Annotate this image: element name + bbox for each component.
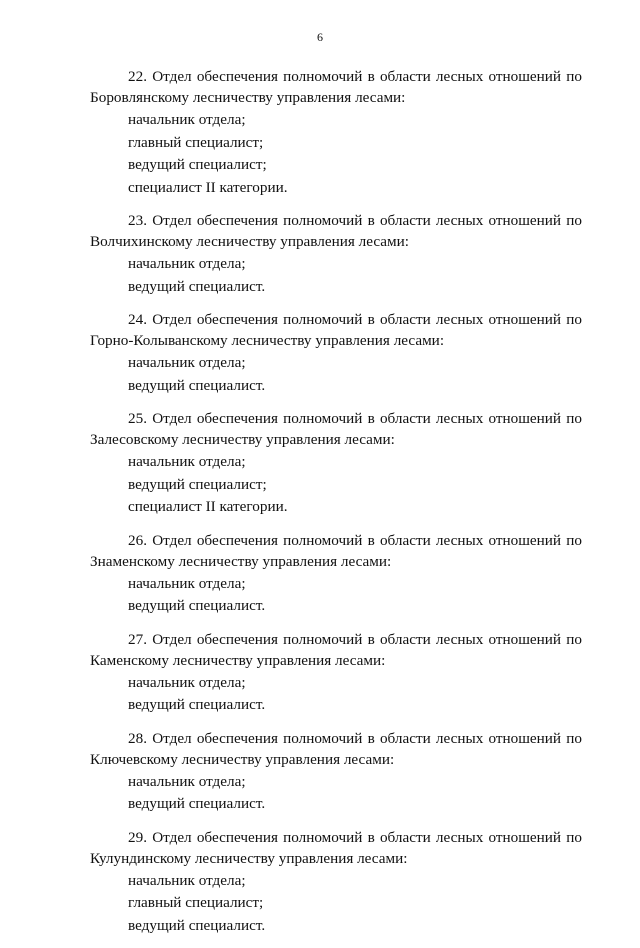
department-heading bbox=[90, 210, 582, 252]
department-heading-line2: Кулундинскому лесничеству управления лесами: bbox=[90, 849, 408, 867]
department-heading-line2: Каменскому лесничеству управления лесами: bbox=[90, 651, 386, 669]
position-item: ведущий специалист; bbox=[128, 475, 267, 493]
position-item: начальник отдела; bbox=[128, 772, 246, 790]
position-item: специалист II категории. bbox=[128, 498, 288, 515]
department-heading-line1: 26. Отдел обеспечения полномочий в области лесных отношений по bbox=[128, 531, 582, 549]
department-section bbox=[90, 309, 582, 396]
position-item: главный специалист; bbox=[128, 133, 264, 151]
department-heading-line1: 25. Отдел обеспечения полномочий в области лесных отношений по bbox=[128, 410, 582, 427]
department-heading bbox=[90, 827, 582, 869]
position-item: ведущий специалист. bbox=[128, 376, 266, 394]
department-heading-line1: 22. Отдел обеспечения полномочий в области лесных отношений по bbox=[128, 68, 582, 85]
position-item: ведущий специалист. bbox=[128, 277, 266, 295]
position-item: начальник отдела; bbox=[128, 871, 246, 889]
position-item: начальник отдела; bbox=[128, 574, 246, 592]
position-item: ведущий специалист. bbox=[128, 795, 266, 812]
document-body bbox=[90, 66, 582, 948]
department-section bbox=[90, 629, 582, 716]
department-heading-line1: 29. Отдел обеспечения полномочий в области лесных отношений по bbox=[128, 828, 582, 846]
position-item: начальник отдела; bbox=[128, 354, 246, 371]
department-heading bbox=[90, 629, 582, 671]
department-heading-line2: Горно-Колыванскому лесничеству управления лесами: bbox=[90, 332, 445, 349]
department-heading-line2: Волчихинскому лесничеству управления лесами: bbox=[90, 233, 409, 250]
position-item: начальник отдела; bbox=[128, 255, 246, 272]
department-heading bbox=[90, 309, 582, 351]
department-heading-line2: Ключевскому лесничеству управления лесами: bbox=[90, 750, 395, 768]
department-section bbox=[90, 827, 582, 937]
position-item: ведущий специалист. bbox=[128, 597, 266, 614]
department-heading-line1: 27. Отдел обеспечения полномочий в области лесных отношений по bbox=[128, 630, 582, 648]
department-heading bbox=[90, 728, 582, 770]
department-heading-line1: 23. Отдел обеспечения полномочий в области лесных отношений по bbox=[128, 212, 582, 229]
department-section bbox=[90, 728, 582, 815]
position-item: начальник отдела; bbox=[128, 111, 246, 128]
position-item: начальник отдела; bbox=[128, 453, 246, 470]
position-item: специалист II категории. bbox=[128, 178, 288, 196]
department-heading bbox=[90, 66, 582, 108]
department-heading-line2: Знаменскому лесничеству управления лесами: bbox=[90, 552, 392, 570]
department-heading bbox=[90, 530, 582, 572]
department-section bbox=[90, 210, 582, 297]
department-heading-line1: 28. Отдел обеспечения полномочий в области лесных отношений по bbox=[128, 729, 582, 747]
department-heading bbox=[90, 408, 582, 450]
department-heading-line1: 24. Отдел обеспечения полномочий в области лесных отношений по bbox=[128, 311, 582, 328]
page-number: 6 bbox=[317, 30, 323, 44]
department-section bbox=[90, 66, 582, 198]
position-item: ведущий специалист; bbox=[128, 156, 267, 173]
department-section bbox=[90, 530, 582, 617]
department-heading-line2: Боровлянскому лесничеству управления лесами: bbox=[90, 89, 406, 106]
position-item: ведущий специалист. bbox=[128, 696, 266, 713]
position-item: главный специалист; bbox=[128, 894, 264, 911]
department-section bbox=[90, 408, 582, 518]
position-item: начальник отдела; bbox=[128, 673, 246, 691]
position-item: ведущий специалист. bbox=[128, 916, 266, 934]
department-heading-line2: Залесовскому лесничеству управления лесами: bbox=[90, 431, 395, 448]
